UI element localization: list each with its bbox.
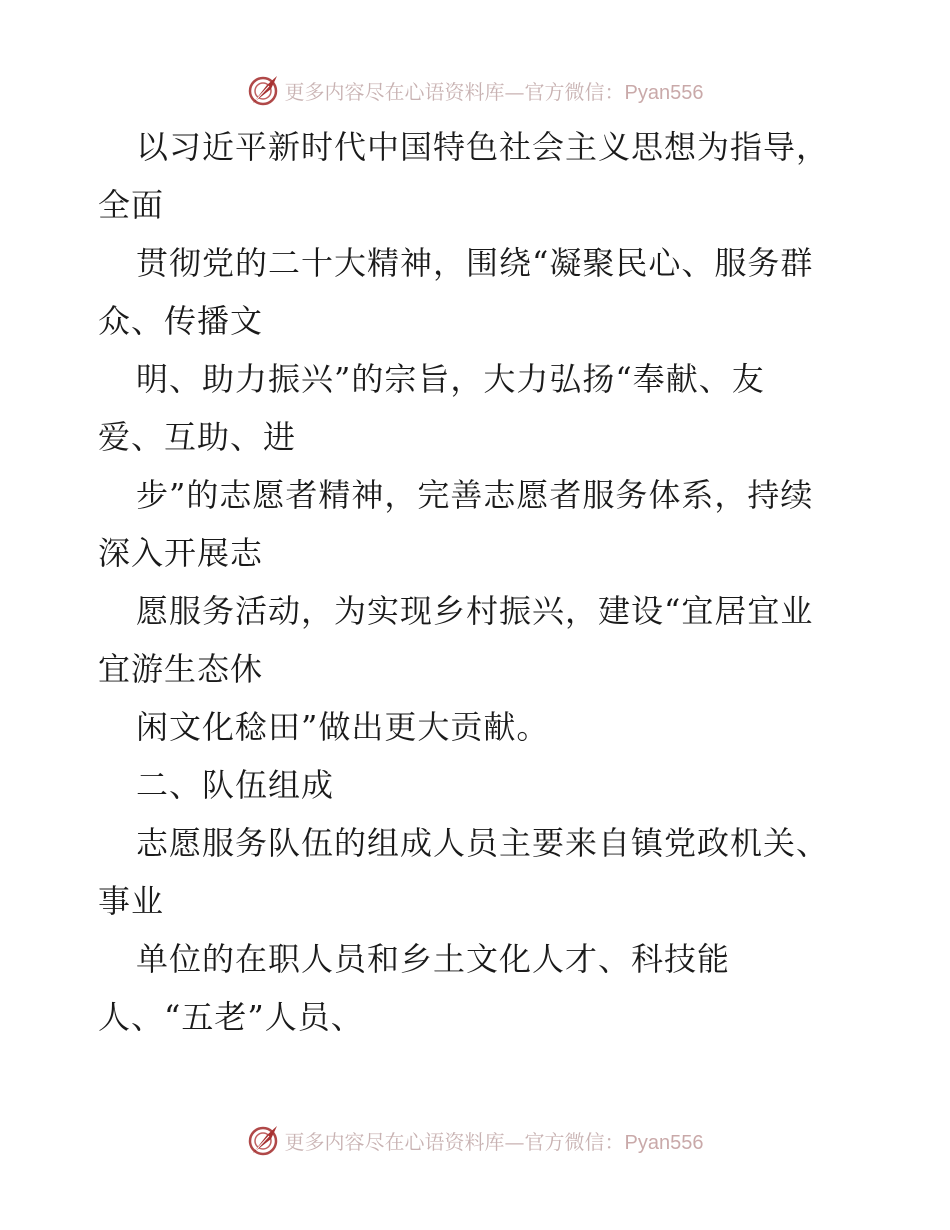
text-line: 志愿服务队伍的组成人员主要来自镇党政机关、 bbox=[136, 824, 830, 862]
text-line: 人、“五老”人员、 bbox=[98, 998, 364, 1036]
text-line: 众、传播文 bbox=[98, 302, 264, 340]
quill-logo-icon bbox=[247, 73, 281, 107]
text-line: 闲文化稔田”做出更大贡献。 bbox=[136, 708, 550, 746]
text-line: 愿服务活动，为实现乡村振兴，建设“宜居宜业 bbox=[136, 592, 814, 630]
header-watermark bbox=[0, 70, 950, 110]
text-line: 明、助力振兴”的宗旨，大力弘扬“奉献、友 bbox=[136, 360, 765, 398]
text-line: 贯彻党的二十大精神，围绕“凝聚民心、服务群 bbox=[136, 244, 814, 282]
quill-logo-icon bbox=[247, 1123, 281, 1157]
text-line: 步”的志愿者精神，完善志愿者服务体系，持续 bbox=[136, 476, 814, 514]
watermark-text: 更多内容尽在心语资料库—官方微信：Pyan556 bbox=[284, 79, 704, 104]
text-line: 宜游生态休 bbox=[98, 650, 264, 688]
document-body bbox=[98, 118, 858, 1046]
text-line: 以习近平新时代中国特色社会主义思想为指导， bbox=[136, 128, 830, 166]
text-line: 事业 bbox=[98, 882, 165, 920]
watermark-text: 更多内容尽在心语资料库—官方微信：Pyan556 bbox=[284, 1129, 704, 1154]
text-line: 爱、互助、进 bbox=[98, 418, 297, 456]
text-line: 深入开展志 bbox=[98, 534, 264, 572]
text-line: 二、队伍组成 bbox=[136, 766, 335, 804]
text-line: 单位的在职人员和乡土文化人才、科技能 bbox=[136, 940, 731, 978]
text-line: 全面 bbox=[98, 186, 165, 224]
footer-watermark bbox=[0, 1120, 950, 1160]
